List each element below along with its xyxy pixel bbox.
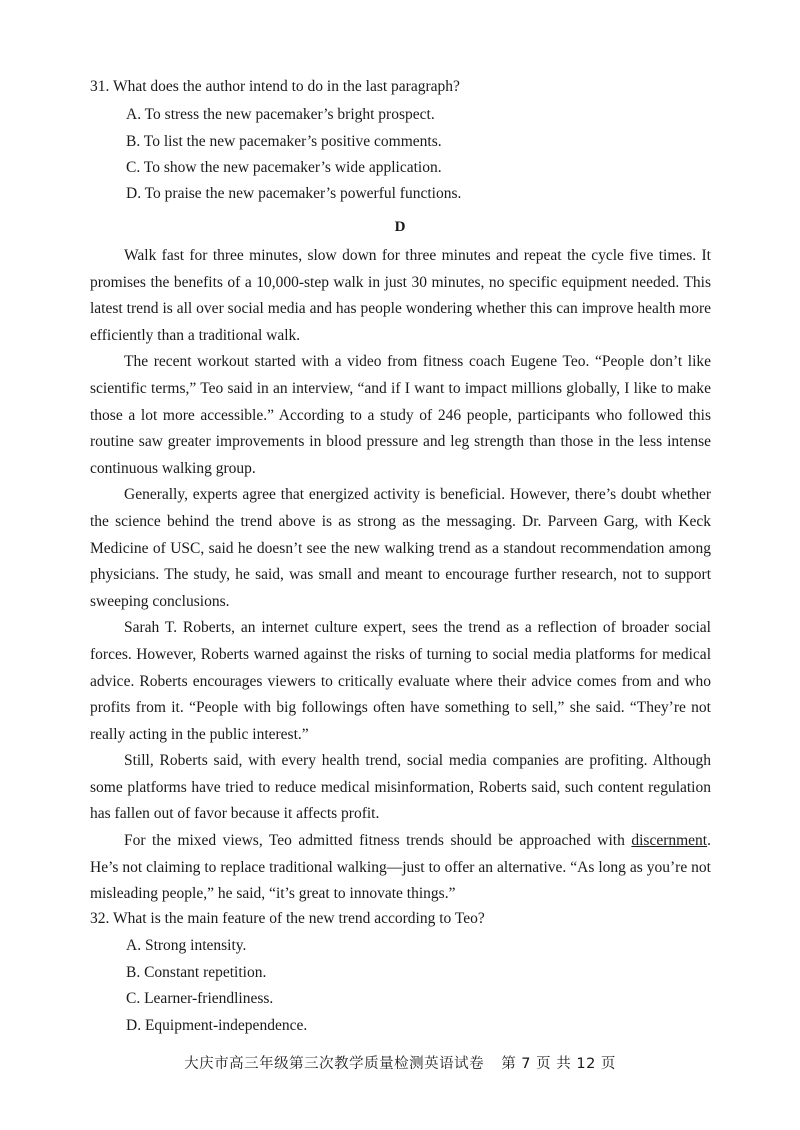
question-31-option-b: B. To list the new pacemaker’s positive comments.	[126, 133, 442, 150]
passage-paragraph-1: Walk fast for three minutes, slow down for three minutes and repeat the cycle five times. It promises the benefits of a 10,000-step walk in just 30 minutes, no specific equipment needed. This latest trend is all over social media and has people wondering whether this can improve health more efficiently than a traditional walk.	[90, 247, 711, 344]
question-31-option-a: A. To stress the new pacemaker’s bright prospect.	[126, 106, 435, 123]
question-32-option-c: C. Learner-friendliness.	[126, 990, 274, 1007]
reading-passage	[90, 243, 711, 908]
question-31: 31. What does the author intend to do in the last paragraph?	[90, 78, 460, 95]
paragraph-6-text-start: For the mixed views, Teo admitted fitness trends should be approached with	[124, 832, 632, 850]
page-footer	[0, 1052, 800, 1073]
page-number: 第 7 页 共 12 页	[501, 1056, 616, 1072]
passage-paragraph-5: Still, Roberts said, with every health trend, social media companies are profiting. Although some platforms have tried to reduce medical misinformation, Roberts said, such content regulation has fallen out of favor because it affects profit.	[90, 752, 711, 823]
question-32-option-a: A. Strong intensity.	[126, 937, 247, 954]
passage-paragraph-2: The recent workout started with a video from fitness coach Eugene Teo. “People don’t like scientific terms,” Teo said in an interview, “and if I want to impact millions globally, I like to make those a lot more accessible.” According to a study of 246 people, participants who followed this routine saw greater improvements in blood pressure and leg strength than those in the less intense continuous walking group.	[90, 353, 711, 477]
question-32: 32. What is the main feature of the new trend according to Teo?	[90, 910, 485, 927]
question-32-option-b: B. Constant repetition.	[126, 964, 267, 981]
question-31-option-c: C. To show the new pacemaker’s wide application.	[126, 159, 442, 176]
question-31-option-d: D. To praise the new pacemaker’s powerful functions.	[126, 185, 462, 202]
passage-paragraph-6	[90, 828, 711, 908]
passage-paragraph-4: Sarah T. Roberts, an internet culture expert, sees the trend as a reflection of broader social forces. However, Roberts warned against the risks of turning to social media platforms for medical advice. Roberts encourages viewers to critically evaluate where their advice comes from and who profits from it. “People with big followings often have something to sell,” she said. “They’re not really acting in the public interest.”	[90, 619, 711, 743]
underlined-word: discernment	[631, 832, 708, 850]
section-heading: D	[394, 219, 406, 235]
question-32-option-d: D. Equipment-independence.	[126, 1017, 308, 1034]
passage-paragraph-3: Generally, experts agree that energized activity is beneficial. However, there’s doubt whether the science behind the trend above is as strong as the messaging. Dr. Parveen Garg, with Keck Medicine of USC, said he doesn’t see the new walking trend as a standout recommendation among physicians. The study, he said, was small and meant to encourage further research, not to support sweeping conclusions.	[90, 486, 711, 610]
exam-title: 大庆市高三年级第三次教学质量检测英语试卷	[184, 1056, 485, 1072]
paragraph-6-text-end: . He’s not claiming to replace traditional walking—just to offer an alternative. “As long as you’re not misleading people,” he said, “it’s great to innovate things.”	[90, 832, 711, 903]
